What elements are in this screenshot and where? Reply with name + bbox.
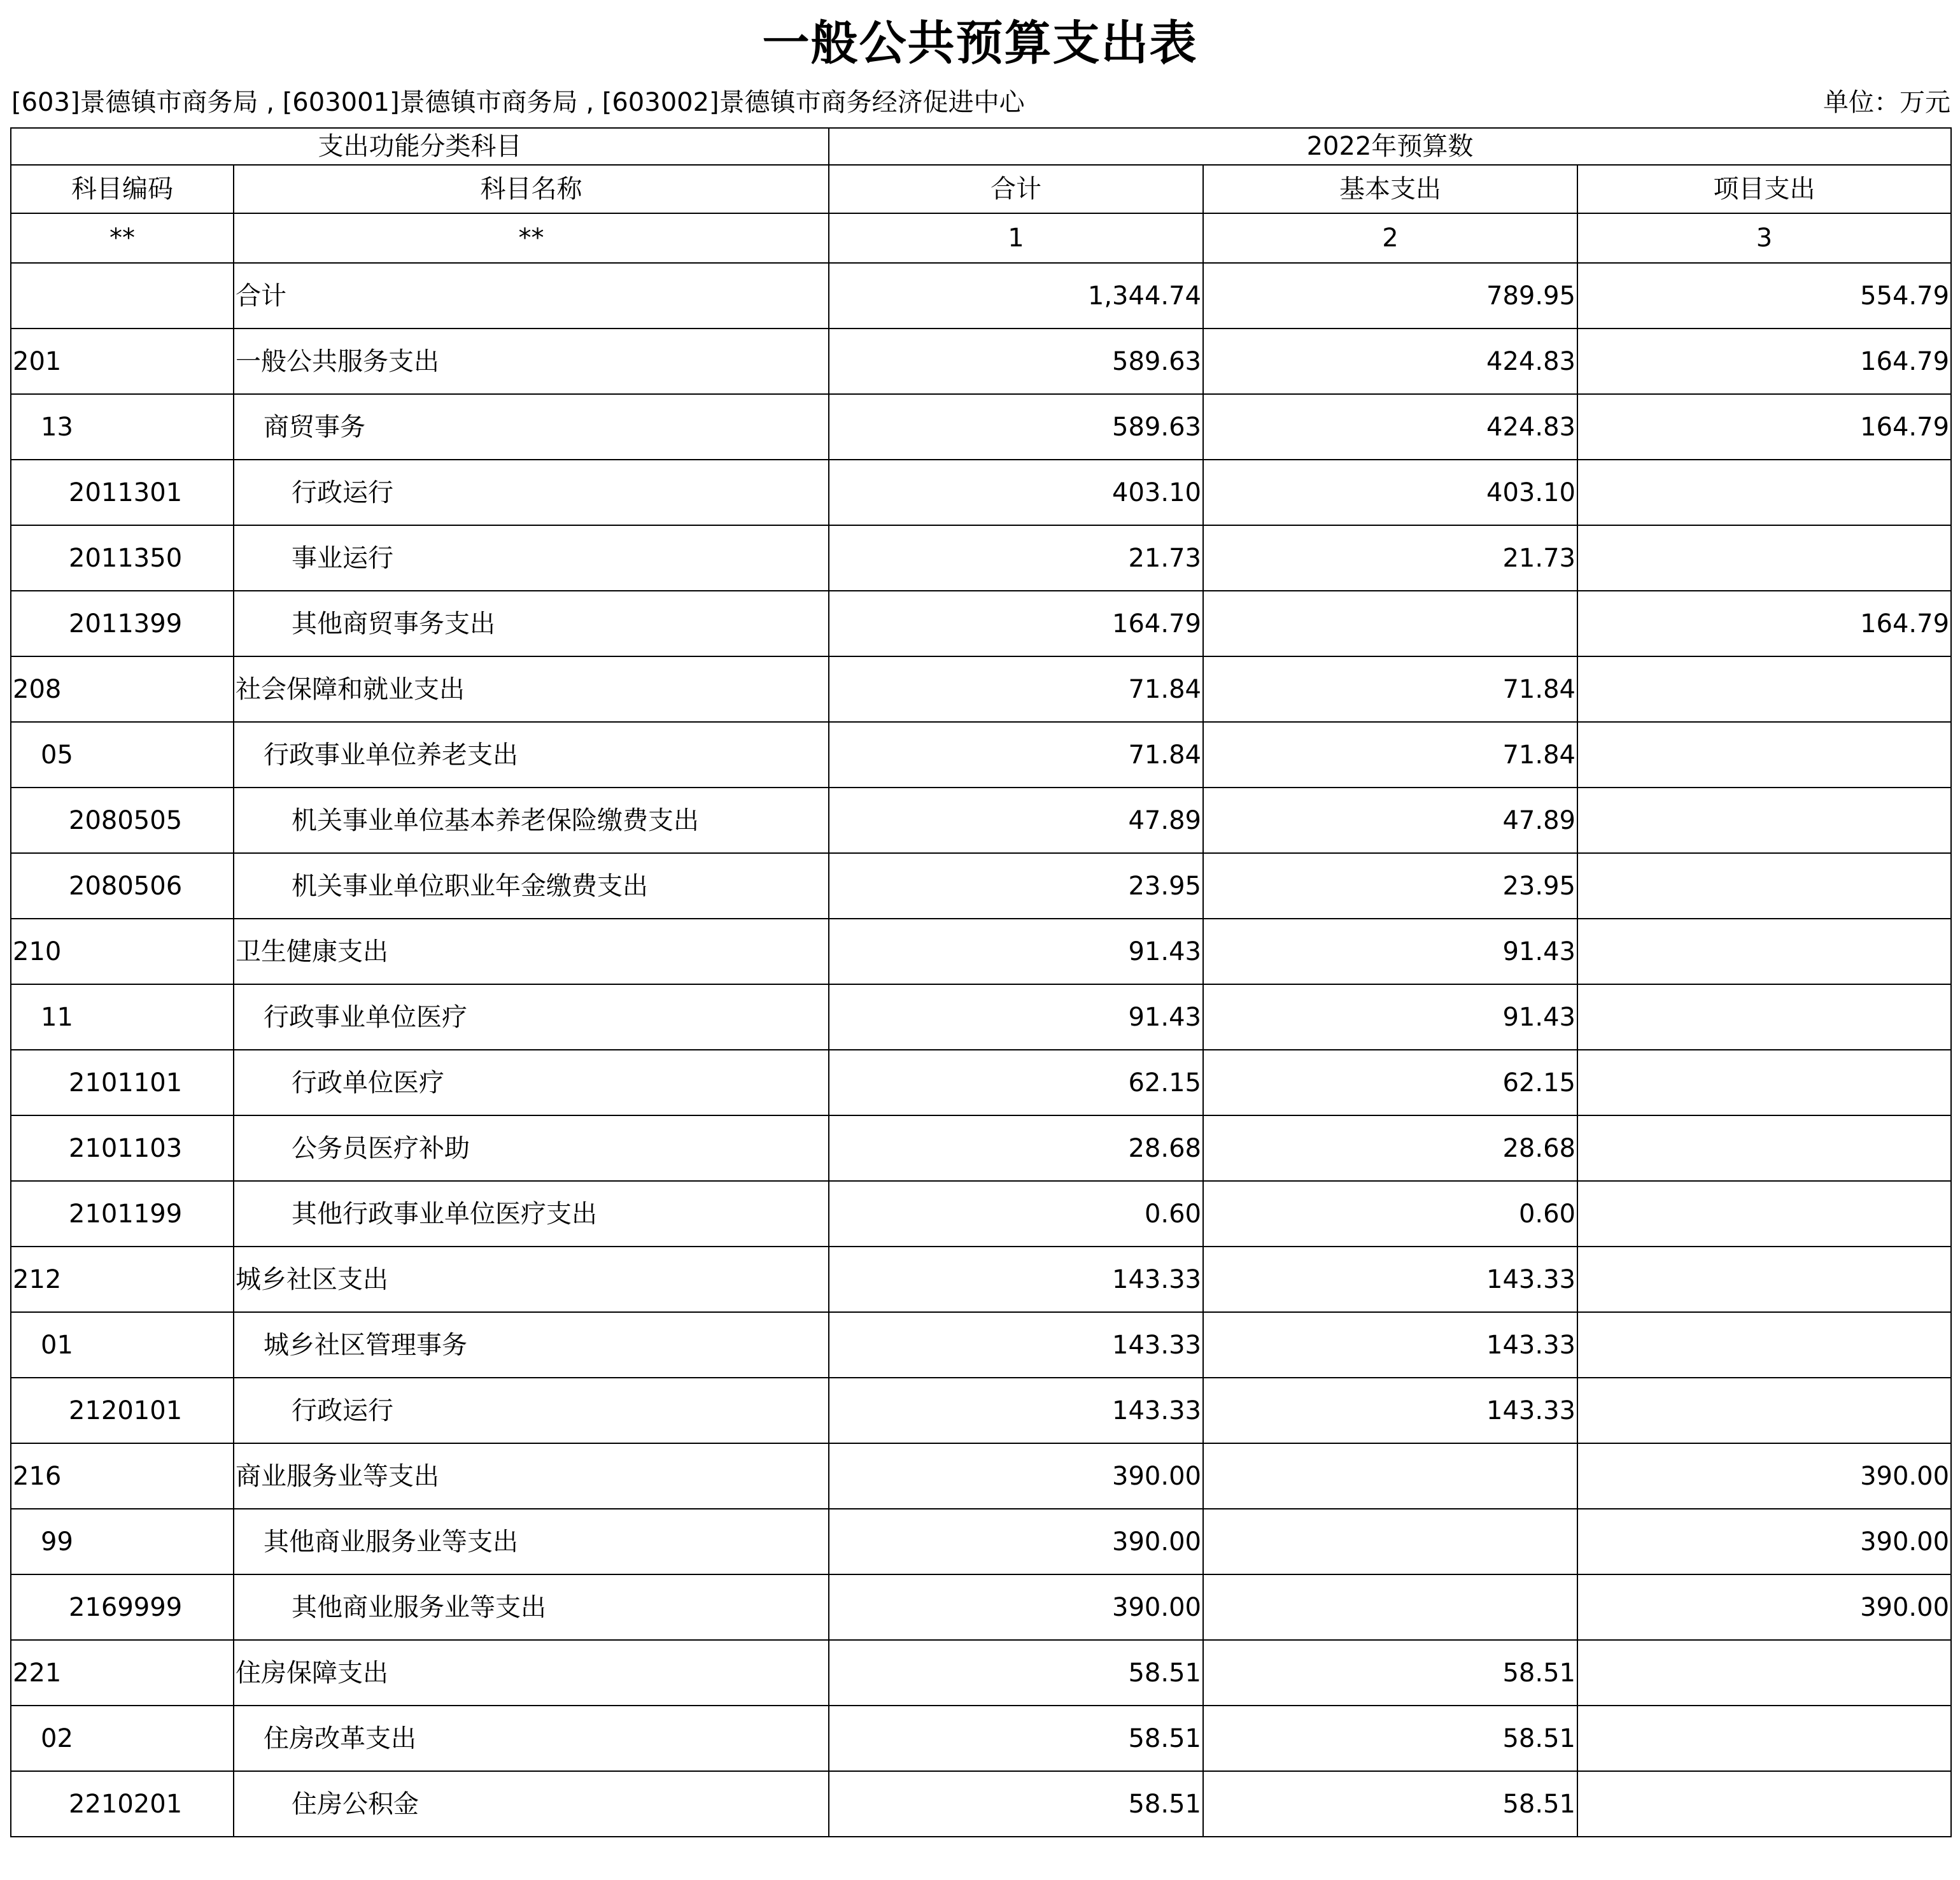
cell-total: 390.00 xyxy=(829,1443,1203,1509)
cell-basic xyxy=(1203,1443,1577,1509)
table-row xyxy=(11,460,1951,525)
cell-name: 卫生健康支出 xyxy=(234,919,829,984)
header-project: 项目支出 xyxy=(1577,165,1951,213)
cell-total: 28.68 xyxy=(829,1115,1203,1181)
cell-name: 一般公共服务支出 xyxy=(234,329,829,394)
table-row xyxy=(11,591,1951,656)
cell-code: 2120101 xyxy=(11,1378,234,1443)
index-project: 3 xyxy=(1577,213,1951,263)
cell-total: 143.33 xyxy=(829,1312,1203,1378)
cell-name: 行政事业单位养老支出 xyxy=(234,722,829,788)
cell-project xyxy=(1577,919,1951,984)
cell-basic: 28.68 xyxy=(1203,1115,1577,1181)
budget-table xyxy=(10,127,1952,1837)
cell-project xyxy=(1577,656,1951,722)
cell-project xyxy=(1577,1771,1951,1837)
cell-project: 390.00 xyxy=(1577,1574,1951,1640)
cell-total: 71.84 xyxy=(829,722,1203,788)
cell-basic: 91.43 xyxy=(1203,984,1577,1050)
cell-name: 机关事业单位基本养老保险缴费支出 xyxy=(234,788,829,853)
table-row xyxy=(11,1443,1951,1509)
cell-name: 行政运行 xyxy=(234,460,829,525)
header-functional-category: 支出功能分类科目 xyxy=(11,128,829,165)
cell-basic: 71.84 xyxy=(1203,722,1577,788)
cell-code: 2080506 xyxy=(11,853,234,919)
header-group-row xyxy=(11,128,1951,165)
cell-code: 99 xyxy=(11,1509,234,1574)
table-row xyxy=(11,329,1951,394)
table-row xyxy=(11,1509,1951,1574)
cell-code: 221 xyxy=(11,1640,234,1706)
cell-total: 71.84 xyxy=(829,656,1203,722)
cell-code: 2011399 xyxy=(11,591,234,656)
table-row xyxy=(11,1050,1951,1115)
cell-project xyxy=(1577,1181,1951,1247)
cell-basic xyxy=(1203,591,1577,656)
cell-name: 住房保障支出 xyxy=(234,1640,829,1706)
cell-name: 社会保障和就业支出 xyxy=(234,656,829,722)
cell-project xyxy=(1577,984,1951,1050)
cell-basic: 58.51 xyxy=(1203,1771,1577,1837)
header-budget-year: 2022年预算数 xyxy=(829,128,1951,165)
cell-total: 403.10 xyxy=(829,460,1203,525)
cell-name: 机关事业单位职业年金缴费支出 xyxy=(234,853,829,919)
table-row xyxy=(11,656,1951,722)
cell-project xyxy=(1577,1312,1951,1378)
cell-code: 201 xyxy=(11,329,234,394)
cell-total: 164.79 xyxy=(829,591,1203,656)
cell-code: 2210201 xyxy=(11,1771,234,1837)
cell-name: 公务员医疗补助 xyxy=(234,1115,829,1181)
table-row xyxy=(11,788,1951,853)
cell-name: 行政事业单位医疗 xyxy=(234,984,829,1050)
cell-name: 商业服务业等支出 xyxy=(234,1443,829,1509)
table-row xyxy=(11,919,1951,984)
cell-basic: 424.83 xyxy=(1203,329,1577,394)
cell-project: 554.79 xyxy=(1577,263,1951,329)
cell-code: 2101101 xyxy=(11,1050,234,1115)
table-row xyxy=(11,1574,1951,1640)
table-row xyxy=(11,1378,1951,1443)
cell-code: 11 xyxy=(11,984,234,1050)
table-row xyxy=(11,525,1951,591)
organization-label: [603]景德镇市商务局 , [603001]景德镇市商务局 , [603002]景德镇市商务经济促进中心 xyxy=(11,88,1025,117)
header-index-row xyxy=(11,213,1951,263)
cell-name: 其他商贸事务支出 xyxy=(234,591,829,656)
cell-total: 47.89 xyxy=(829,788,1203,853)
cell-basic: 789.95 xyxy=(1203,263,1577,329)
header-column-row xyxy=(11,165,1951,213)
cell-total: 91.43 xyxy=(829,919,1203,984)
table-row xyxy=(11,853,1951,919)
cell-project xyxy=(1577,1378,1951,1443)
cell-project xyxy=(1577,853,1951,919)
cell-name: 其他行政事业单位医疗支出 xyxy=(234,1181,829,1247)
cell-basic: 71.84 xyxy=(1203,656,1577,722)
header-name: 科目名称 xyxy=(234,165,829,213)
cell-total: 390.00 xyxy=(829,1509,1203,1574)
cell-code: 2101199 xyxy=(11,1181,234,1247)
cell-total: 58.51 xyxy=(829,1640,1203,1706)
cell-total: 390.00 xyxy=(829,1574,1203,1640)
cell-name: 行政运行 xyxy=(234,1378,829,1443)
cell-project: 390.00 xyxy=(1577,1509,1951,1574)
table-row xyxy=(11,1771,1951,1837)
header-basic: 基本支出 xyxy=(1203,165,1577,213)
cell-total: 23.95 xyxy=(829,853,1203,919)
cell-total: 21.73 xyxy=(829,525,1203,591)
cell-total: 91.43 xyxy=(829,984,1203,1050)
header-code: 科目编码 xyxy=(11,165,234,213)
cell-project xyxy=(1577,1247,1951,1312)
cell-name: 其他商业服务业等支出 xyxy=(234,1509,829,1574)
cell-name: 合计 xyxy=(234,263,829,329)
table-row xyxy=(11,1115,1951,1181)
cell-total: 1,344.74 xyxy=(829,263,1203,329)
table-row xyxy=(11,1312,1951,1378)
cell-project: 390.00 xyxy=(1577,1443,1951,1509)
cell-name: 其他商业服务业等支出 xyxy=(234,1574,829,1640)
cell-code: 2011350 xyxy=(11,525,234,591)
cell-basic: 91.43 xyxy=(1203,919,1577,984)
cell-project xyxy=(1577,788,1951,853)
cell-total: 58.51 xyxy=(829,1771,1203,1837)
cell-total: 589.63 xyxy=(829,394,1203,460)
table-row xyxy=(11,1706,1951,1771)
cell-total: 0.60 xyxy=(829,1181,1203,1247)
cell-project xyxy=(1577,1640,1951,1706)
table-row xyxy=(11,1181,1951,1247)
cell-basic: 47.89 xyxy=(1203,788,1577,853)
unit-label: 单位：万元 xyxy=(1823,88,1950,117)
cell-basic: 58.51 xyxy=(1203,1640,1577,1706)
table-row xyxy=(11,1640,1951,1706)
cell-project: 164.79 xyxy=(1577,329,1951,394)
page-title: 一般公共预算支出表 xyxy=(762,16,1198,71)
cell-basic: 21.73 xyxy=(1203,525,1577,591)
cell-project xyxy=(1577,1706,1951,1771)
cell-basic: 58.51 xyxy=(1203,1706,1577,1771)
cell-project xyxy=(1577,1115,1951,1181)
cell-code: 2101103 xyxy=(11,1115,234,1181)
table-row xyxy=(11,1247,1951,1312)
table-row xyxy=(11,984,1951,1050)
index-basic: 2 xyxy=(1203,213,1577,263)
cell-total: 143.33 xyxy=(829,1247,1203,1312)
cell-code: 01 xyxy=(11,1312,234,1378)
cell-code: 13 xyxy=(11,394,234,460)
cell-name: 城乡社区支出 xyxy=(234,1247,829,1312)
cell-code: 05 xyxy=(11,722,234,788)
cell-project xyxy=(1577,722,1951,788)
table-row xyxy=(11,394,1951,460)
cell-basic: 424.83 xyxy=(1203,394,1577,460)
subtitle-row xyxy=(11,81,1950,124)
cell-basic: 0.60 xyxy=(1203,1181,1577,1247)
cell-code: 216 xyxy=(11,1443,234,1509)
cell-basic: 403.10 xyxy=(1203,460,1577,525)
cell-basic: 62.15 xyxy=(1203,1050,1577,1115)
cell-project xyxy=(1577,525,1951,591)
index-name: ** xyxy=(234,213,829,263)
cell-name: 城乡社区管理事务 xyxy=(234,1312,829,1378)
cell-total: 58.51 xyxy=(829,1706,1203,1771)
header-total: 合计 xyxy=(829,165,1203,213)
cell-code: 2080505 xyxy=(11,788,234,853)
cell-name: 住房公积金 xyxy=(234,1771,829,1837)
cell-code xyxy=(11,263,234,329)
cell-project xyxy=(1577,460,1951,525)
cell-code: 2169999 xyxy=(11,1574,234,1640)
cell-basic xyxy=(1203,1574,1577,1640)
cell-project xyxy=(1577,1050,1951,1115)
table-row xyxy=(11,722,1951,788)
cell-project: 164.79 xyxy=(1577,591,1951,656)
cell-basic: 143.33 xyxy=(1203,1378,1577,1443)
cell-name: 事业运行 xyxy=(234,525,829,591)
cell-total: 62.15 xyxy=(829,1050,1203,1115)
cell-project: 164.79 xyxy=(1577,394,1951,460)
cell-basic xyxy=(1203,1509,1577,1574)
cell-name: 商贸事务 xyxy=(234,394,829,460)
cell-code: 212 xyxy=(11,1247,234,1312)
cell-total: 589.63 xyxy=(829,329,1203,394)
index-total: 1 xyxy=(829,213,1203,263)
cell-name: 行政单位医疗 xyxy=(234,1050,829,1115)
cell-code: 02 xyxy=(11,1706,234,1771)
cell-code: 2011301 xyxy=(11,460,234,525)
table-row xyxy=(11,263,1951,329)
cell-code: 210 xyxy=(11,919,234,984)
cell-basic: 143.33 xyxy=(1203,1247,1577,1312)
index-code: ** xyxy=(11,213,234,263)
cell-basic: 143.33 xyxy=(1203,1312,1577,1378)
cell-total: 143.33 xyxy=(829,1378,1203,1443)
cell-name: 住房改革支出 xyxy=(234,1706,829,1771)
cell-code: 208 xyxy=(11,656,234,722)
cell-basic: 23.95 xyxy=(1203,853,1577,919)
